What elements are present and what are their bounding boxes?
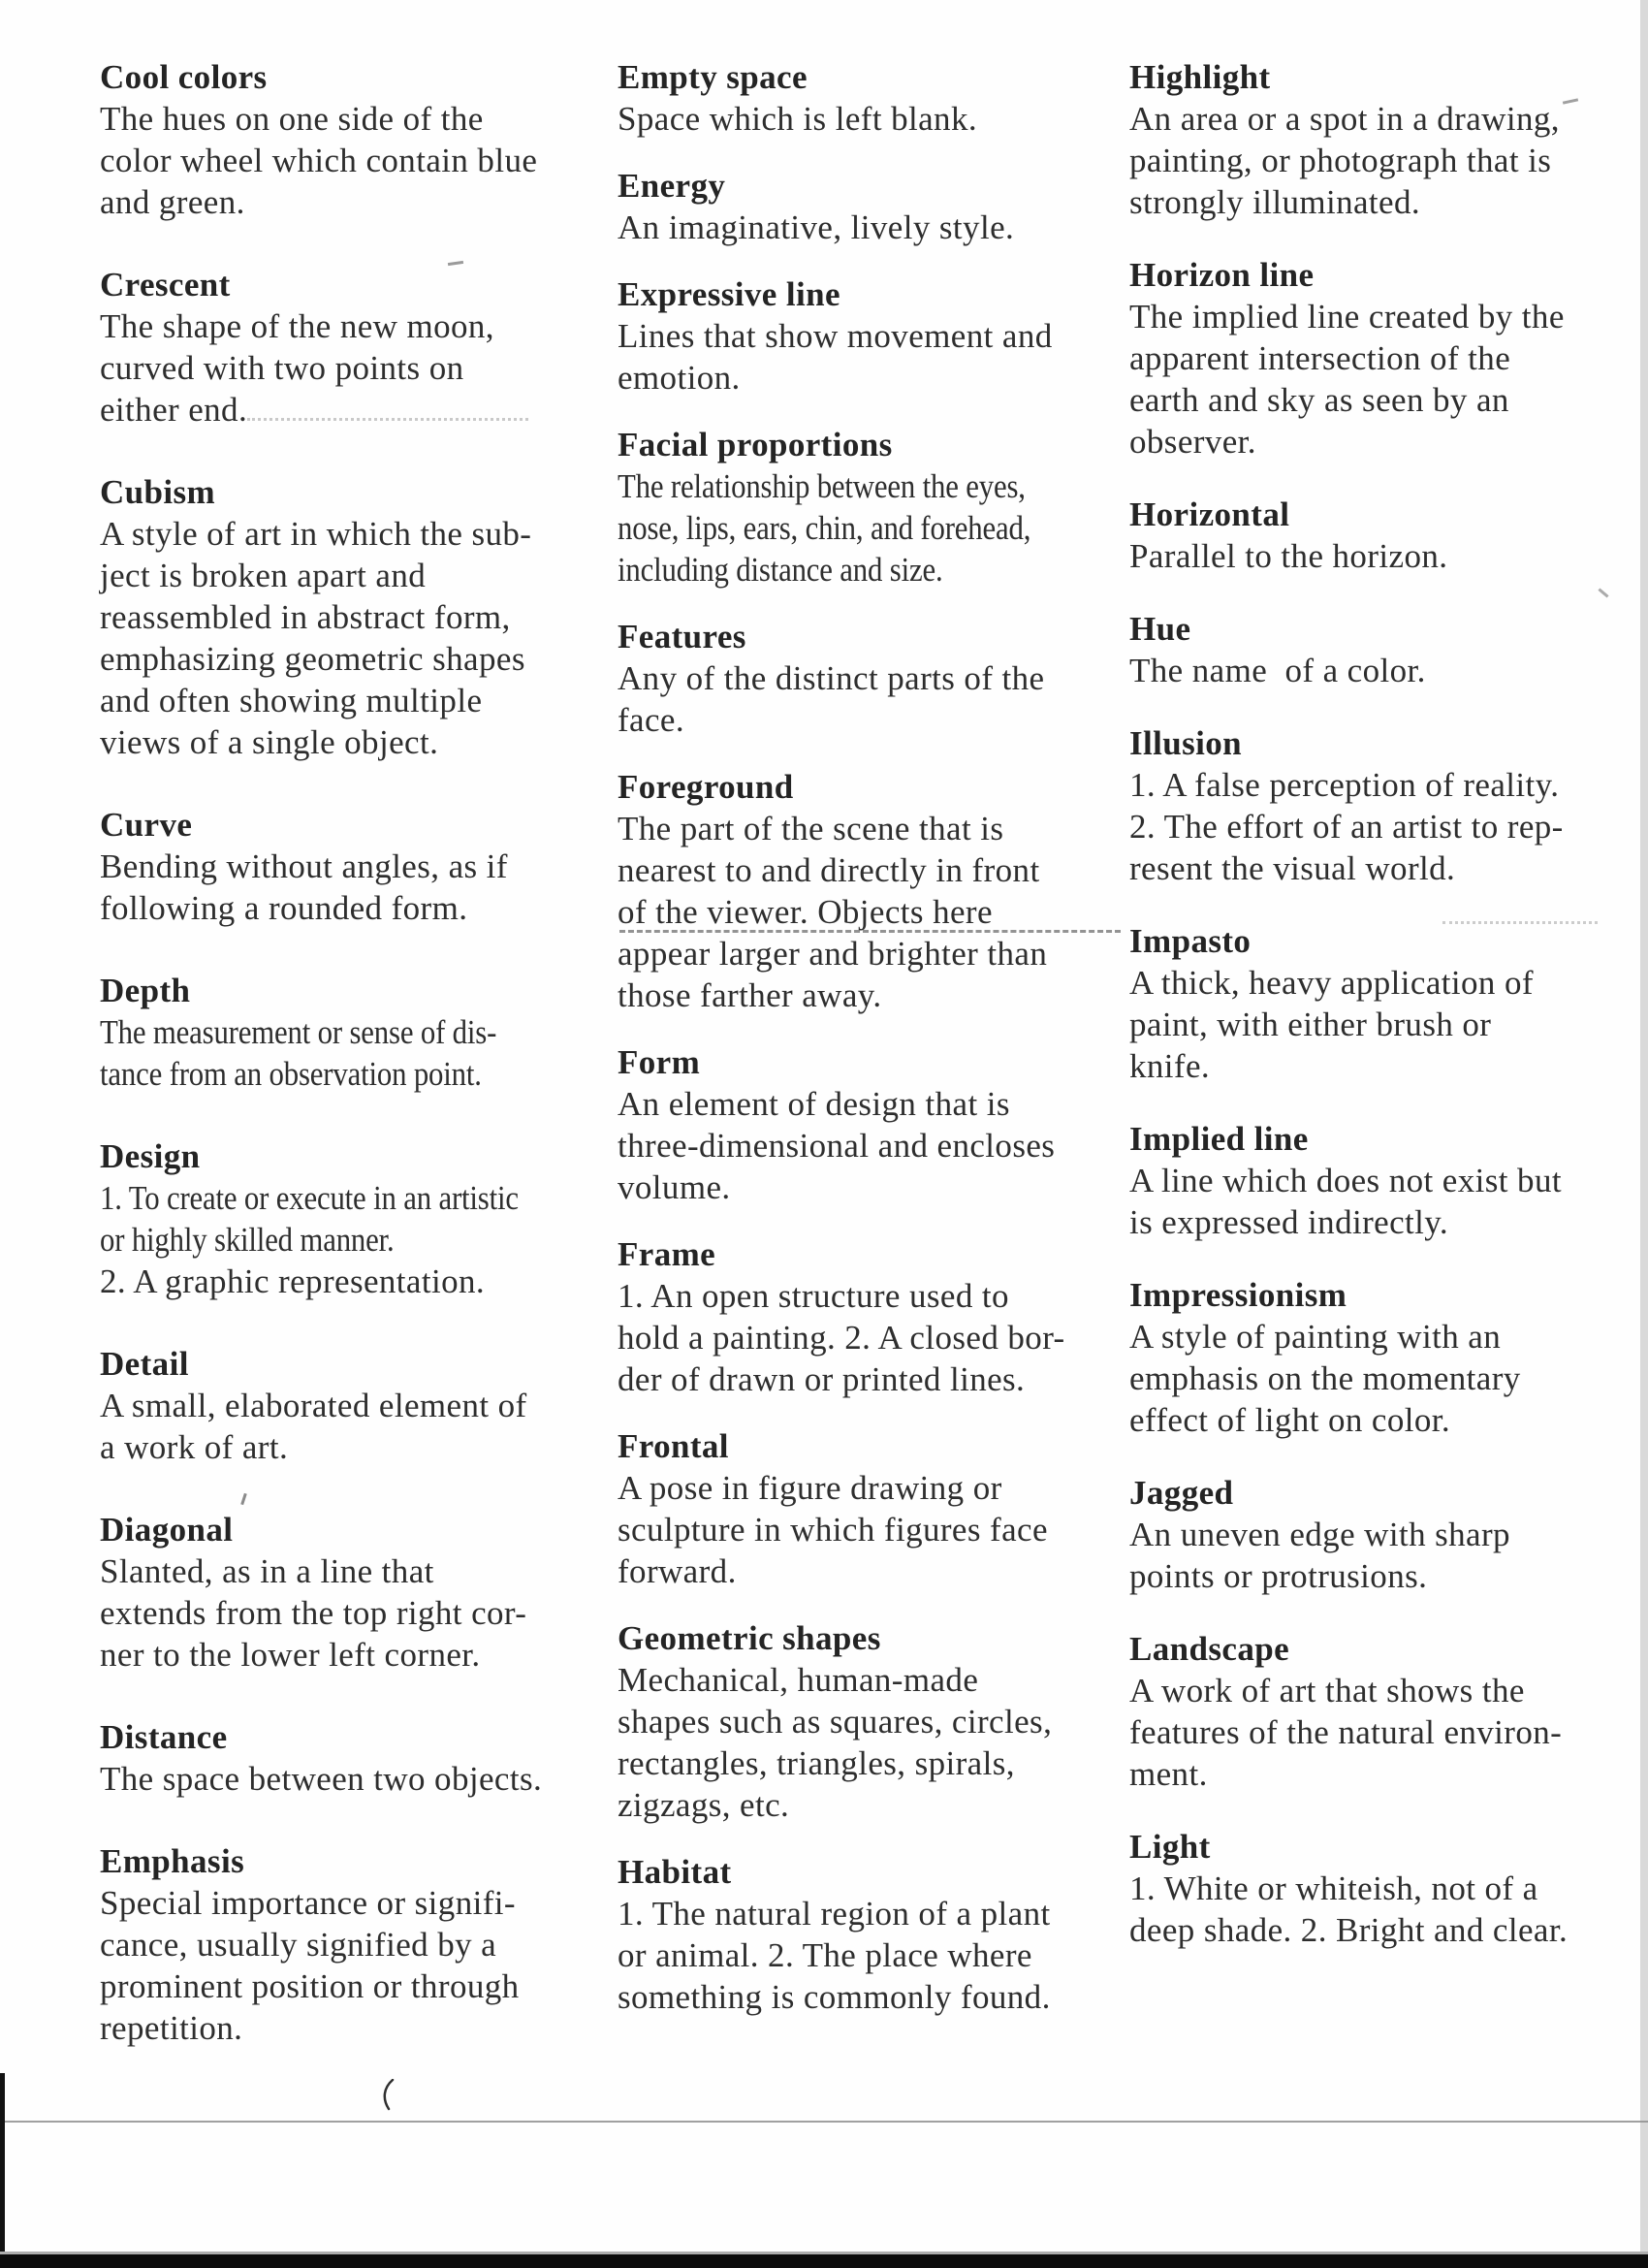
definition-line: resent the visual world. bbox=[1129, 849, 1456, 887]
definition-line: repetition. bbox=[100, 2009, 243, 2047]
scan-pencil-dots bbox=[247, 418, 528, 421]
glossary-term: Impasto bbox=[1129, 922, 1252, 960]
glossary-term: Diagonal bbox=[100, 1511, 234, 1549]
definition-line: A small, elaborated element of bbox=[100, 1387, 527, 1424]
definition-line: 1. A false perception of reality. bbox=[1129, 766, 1560, 804]
definition-line: points or protrusions. bbox=[1129, 1557, 1428, 1595]
glossary-entry bbox=[618, 273, 1117, 399]
scan-pencil-dots bbox=[1442, 921, 1598, 924]
glossary-entry bbox=[100, 1716, 599, 1800]
definition-line: emphasis on the momentary bbox=[1129, 1359, 1521, 1397]
scan-right-edge-shadow bbox=[1640, 0, 1648, 2268]
definition-line: or animal. 2. The place where bbox=[618, 1936, 1032, 1974]
page-edge-line bbox=[0, 2121, 1648, 2123]
glossary-entry bbox=[100, 804, 599, 929]
scan-bottom-band bbox=[0, 2252, 1648, 2268]
definition-line: The implied line created by the bbox=[1129, 298, 1565, 335]
glossary-entry bbox=[1129, 1118, 1624, 1243]
definition-line: hold a painting. 2. A closed bor- bbox=[618, 1319, 1065, 1357]
definition-line: effect of light on color. bbox=[1129, 1401, 1451, 1439]
glossary-entry bbox=[1129, 1628, 1624, 1795]
glossary-entry bbox=[618, 424, 1117, 591]
definition-line: tance from an observation point. bbox=[100, 1055, 482, 1093]
glossary-term: Detail bbox=[100, 1345, 189, 1383]
definition-line: those farther away. bbox=[618, 976, 882, 1014]
definition-line: Bending without angles, as if bbox=[100, 847, 508, 885]
glossary-entry bbox=[618, 1425, 1117, 1592]
glossary-entry bbox=[618, 766, 1117, 1016]
glossary-term: Emphasis bbox=[100, 1842, 245, 1880]
definition-line: apparent intersection of the bbox=[1129, 339, 1511, 377]
definition-line: 1. To create or execute in an artistic bbox=[100, 1179, 519, 1217]
glossary-term: Light bbox=[1129, 1828, 1211, 1866]
definition-line: sculpture in which figures face bbox=[618, 1511, 1048, 1549]
definition-line: Slanted, as in a line that bbox=[100, 1552, 434, 1590]
scan-left-edge-shadow bbox=[0, 2073, 5, 2268]
definition-line: something is commonly found. bbox=[618, 1978, 1051, 2016]
glossary-term: Cubism bbox=[100, 473, 216, 511]
glossary-term: Cool colors bbox=[100, 58, 268, 96]
definition-line: earth and sky as seen by an bbox=[1129, 381, 1509, 419]
definition-line: Mechanical, human-made bbox=[618, 1661, 979, 1699]
definition-line: The name of a color. bbox=[1129, 652, 1426, 689]
definition-line: painting, or photograph that is bbox=[1129, 142, 1552, 179]
definition-line: and green. bbox=[100, 183, 245, 221]
glossary-entry bbox=[1129, 1472, 1624, 1597]
glossary-term: Horizon line bbox=[1129, 256, 1315, 294]
definition-line: 2. The effort of an artist to rep- bbox=[1129, 808, 1564, 846]
definition-line: emotion. bbox=[618, 359, 741, 397]
glossary-entry bbox=[618, 1041, 1117, 1208]
glossary-entry bbox=[100, 1509, 599, 1676]
definition-line: views of a single object. bbox=[100, 723, 439, 761]
definition-line: 1. An open structure used to bbox=[618, 1277, 1009, 1315]
definition-line: A pose in figure drawing or bbox=[618, 1469, 1002, 1507]
glossary-term: Hue bbox=[1129, 610, 1191, 648]
definition-line: color wheel which contain blue bbox=[100, 142, 538, 179]
glossary-entry bbox=[100, 1343, 599, 1468]
glossary-entry bbox=[100, 1840, 599, 2049]
definition-line: forward. bbox=[618, 1552, 737, 1590]
glossary-entry bbox=[100, 56, 599, 223]
definition-line: a work of art. bbox=[100, 1428, 289, 1466]
glossary-entry bbox=[618, 616, 1117, 741]
definition-line: nose, lips, ears, chin, and forehead, bbox=[618, 509, 1031, 547]
glossary-column-left bbox=[100, 56, 599, 2090]
definition-line: 1. White or whiteish, not of a bbox=[1129, 1869, 1538, 1907]
definition-line: of the viewer. Objects here bbox=[618, 891, 1117, 933]
definition-line: and often showing multiple bbox=[100, 682, 483, 719]
glossary-term: Landscape bbox=[1129, 1630, 1290, 1668]
glossary-term: Design bbox=[100, 1137, 201, 1175]
glossary-entry bbox=[100, 1135, 599, 1302]
definition-line: reassembled in abstract form, bbox=[100, 598, 511, 636]
glossary-term: Distance bbox=[100, 1718, 228, 1756]
definition-line: including distance and size. bbox=[618, 551, 943, 589]
definition-line: ment. bbox=[1129, 1755, 1208, 1793]
glossary-entry bbox=[618, 1233, 1117, 1400]
definition-line: extends from the top right cor- bbox=[100, 1594, 527, 1632]
glossary-term: Habitat bbox=[618, 1853, 732, 1891]
definition-line: The shape of the new moon, bbox=[100, 307, 494, 345]
glossary-term: Facial proportions bbox=[618, 426, 893, 463]
glossary-term: Impressionism bbox=[1129, 1276, 1347, 1314]
glossary-term: Crescent bbox=[100, 266, 231, 303]
definition-line: or highly skilled manner. bbox=[100, 1221, 395, 1259]
glossary-entry bbox=[1129, 494, 1624, 577]
definition-line: ner to the lower left corner. bbox=[100, 1636, 481, 1674]
definition-line: is expressed indirectly. bbox=[1129, 1203, 1449, 1241]
definition-line: curved with two points on bbox=[100, 349, 464, 387]
definition-line: A line which does not exist but bbox=[1129, 1162, 1562, 1199]
glossary-term: Jagged bbox=[1129, 1474, 1234, 1512]
definition-line: strongly illuminated. bbox=[1129, 183, 1421, 221]
glossary-entry bbox=[618, 56, 1117, 140]
glossary-entry bbox=[618, 165, 1117, 248]
glossary-entry bbox=[1129, 722, 1624, 889]
definition-line: nearest to and directly in front bbox=[618, 851, 1040, 889]
glossary-term: Curve bbox=[100, 806, 193, 844]
glossary-term: Foreground bbox=[618, 768, 794, 806]
definition-line: Any of the distinct parts of the bbox=[618, 659, 1045, 697]
definition-line: knife. bbox=[1129, 1047, 1211, 1085]
glossary-entry bbox=[100, 970, 599, 1095]
definition-line: volume. bbox=[618, 1168, 731, 1206]
glossary-entry bbox=[100, 264, 599, 431]
glossary-term: Frame bbox=[618, 1235, 716, 1273]
definition-line: An imaginative, lively style. bbox=[618, 208, 1015, 246]
definition-line: face. bbox=[618, 701, 685, 739]
glossary-term: Features bbox=[618, 618, 746, 655]
definition-line: ject is broken apart and bbox=[100, 557, 427, 594]
glossary-term: Implied line bbox=[1129, 1120, 1309, 1158]
definition-line: Space which is left blank. bbox=[618, 100, 977, 138]
glossary-term: Expressive line bbox=[618, 275, 840, 313]
definition-line: shapes such as squares, circles, bbox=[618, 1703, 1053, 1741]
definition-line: features of the natural environ- bbox=[1129, 1713, 1563, 1751]
definition-line: Lines that show movement and bbox=[618, 317, 1053, 355]
definition-line: An uneven edge with sharp bbox=[1129, 1516, 1510, 1553]
definition-line: The part of the scene that is bbox=[618, 810, 1004, 847]
definition-line: Parallel to the horizon. bbox=[1129, 537, 1448, 575]
glossary-entry bbox=[1129, 254, 1624, 463]
glossary-term: Energy bbox=[618, 167, 726, 205]
definition-line: prominent position or through bbox=[100, 1967, 520, 2005]
glossary-term: Illusion bbox=[1129, 724, 1243, 762]
glossary-column-middle bbox=[618, 56, 1117, 2043]
glossary-entry bbox=[618, 1851, 1117, 2018]
definition-line: The hues on one side of the bbox=[100, 100, 484, 138]
definition-line: following a rounded form. bbox=[100, 889, 468, 927]
definition-line: A style of painting with an bbox=[1129, 1318, 1502, 1356]
definition-line: The measurement or sense of dis- bbox=[100, 1013, 497, 1051]
glossary-term: Depth bbox=[100, 972, 191, 1009]
definition-line: paint, with either brush or bbox=[1129, 1006, 1492, 1043]
definition-line: The space between two objects. bbox=[100, 1760, 543, 1798]
glossary-entry bbox=[1129, 1274, 1624, 1441]
definition-line: A thick, heavy application of bbox=[1129, 964, 1534, 1002]
definition-line: A work of art that shows the bbox=[1129, 1672, 1525, 1709]
definition-line: Special importance or signifi- bbox=[100, 1884, 516, 1922]
definition-line: rectangles, triangles, spirals, bbox=[618, 1744, 1015, 1782]
glossary-entry bbox=[1129, 608, 1624, 691]
glossary-entry bbox=[1129, 56, 1624, 223]
definition-line: A style of art in which the sub- bbox=[100, 515, 532, 553]
glossary-entry bbox=[1129, 1826, 1624, 1951]
definition-line: The relationship between the eyes, bbox=[618, 467, 1026, 505]
glossary-column-right bbox=[1129, 56, 1624, 1982]
definition-line: 1. The natural region of a plant bbox=[618, 1895, 1051, 1933]
glossary-entry bbox=[618, 1617, 1117, 1826]
definition-line: der of drawn or printed lines. bbox=[618, 1360, 1026, 1398]
glossary-term: Empty space bbox=[618, 58, 808, 96]
definition-line: An area or a spot in a drawing, bbox=[1129, 100, 1560, 138]
definition-line: cance, usually signified by a bbox=[100, 1926, 497, 1964]
definition-line: observer. bbox=[1129, 423, 1256, 461]
glossary-entry bbox=[100, 471, 599, 763]
definition-line: emphasizing geometric shapes bbox=[100, 640, 525, 678]
definition-line: three-dimensional and encloses bbox=[618, 1127, 1056, 1165]
glossary-term: Horizontal bbox=[1129, 495, 1290, 533]
glossary-term: Geometric shapes bbox=[618, 1619, 881, 1657]
definition-line: appear larger and brighter than bbox=[618, 935, 1048, 973]
definition-line: deep shade. 2. Bright and clear. bbox=[1129, 1911, 1569, 1949]
definition-line: either end. bbox=[100, 391, 248, 429]
glossary-term: Form bbox=[618, 1043, 701, 1081]
definition-line: An element of design that is bbox=[618, 1085, 1010, 1123]
glossary-term: Highlight bbox=[1129, 58, 1271, 96]
glossary-term: Frontal bbox=[618, 1427, 729, 1465]
definition-line: zigzags, etc. bbox=[618, 1786, 790, 1824]
pen-mark bbox=[378, 2079, 401, 2117]
definition-line: 2. A graphic representation. bbox=[100, 1262, 486, 1300]
glossary-entry bbox=[1129, 920, 1624, 1087]
